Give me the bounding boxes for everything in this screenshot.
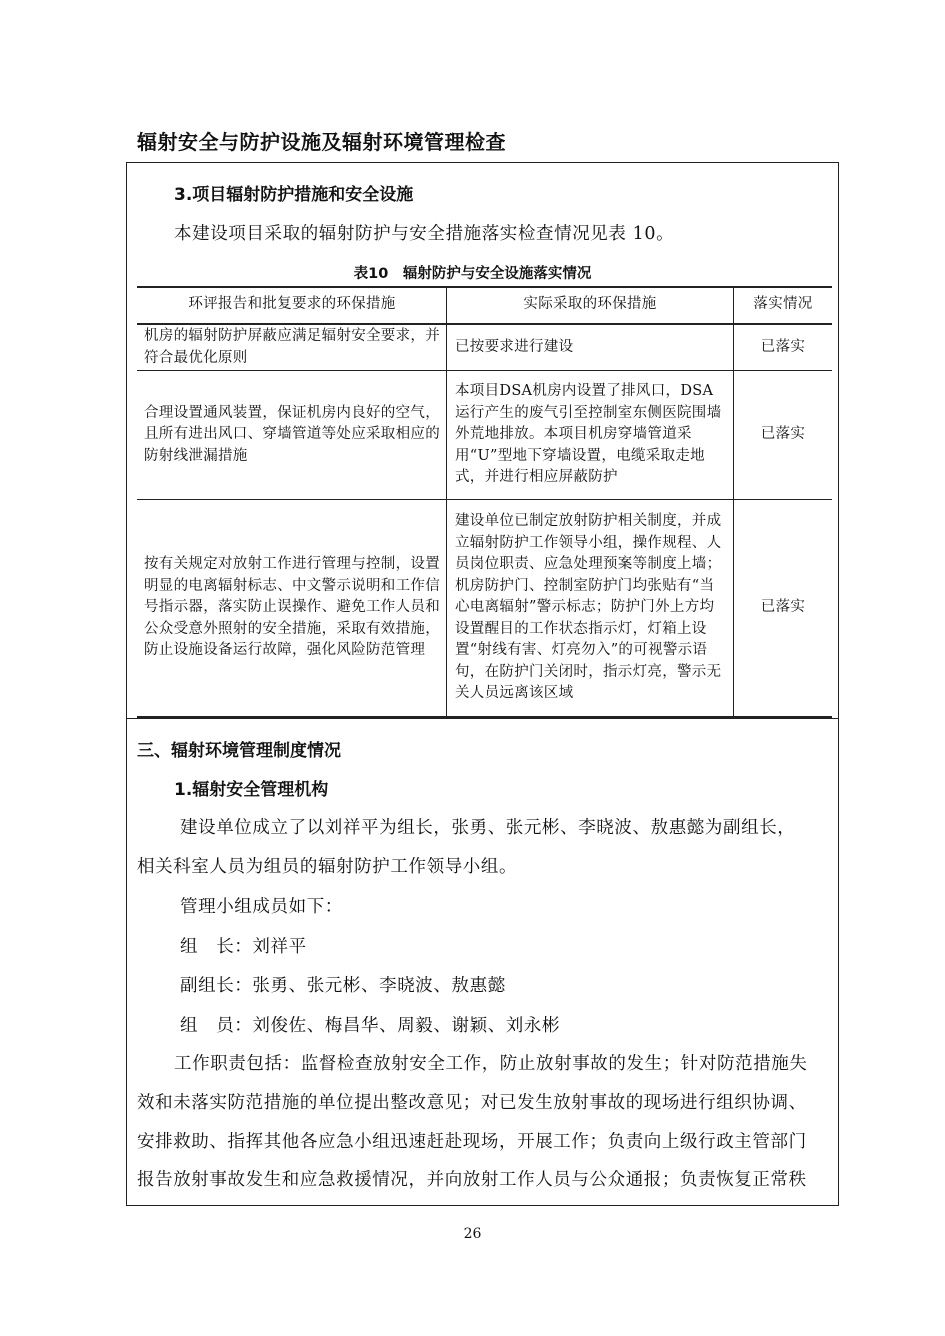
duties-line-1: 工作职责包括：监督检查放射安全工作，防止放射事故的发生；针对防范措施失 (174, 1054, 808, 1074)
table-row-3-actual: 建设单位已制定放射防护相关制度，并成立辐射防护工作领导小组，操作规程、人员岗位职责、应急处理预案等制度上墙；机房防护门、控制室防护门均张贴有“当心电离辐射”警示标志；防护门外上方均设置醒目的工作状态指示灯，灯箱上设置“射线有害、灯亮勿入”的可视警示语句，在防护门关闭时，指示灯亮，警示无关人员远离该区域 (455, 513, 722, 702)
header-status: 落实情况 (753, 296, 813, 313)
section-3-title: 3.项目辐射防护措施和安全设施 (174, 185, 414, 205)
page-heading: 辐射安全与防护设施及辐射环境管理检查 (137, 130, 506, 154)
header-actual: 实际采取的环保措施 (523, 296, 657, 313)
para-1-line-1: 建设单位成立了以刘祥平为组长，张勇、张元彬、李晓波、敖惠懿为副组长， (180, 818, 796, 838)
table-caption: 表10 辐射防护与安全设施落实情况 (353, 266, 592, 282)
duties-line-3: 安排救助、指挥其他各应急小组迅速赶赴现场，开展工作；负责向上级行政主管部门 (137, 1132, 807, 1152)
table-row-1-requirement: 机房的辐射防护屏蔽应满足辐射安全要求，并符合最优化原则 (144, 328, 440, 366)
deputies-line: 副组长：张勇、张元彬、李晓波、敖惠懿 (180, 976, 506, 996)
members-line: 组 员：刘俊佐、梅昌华、周毅、谢颖、刘永彬 (180, 1016, 561, 1036)
table-row-1-actual: 已按要求进行建设 (455, 338, 574, 355)
frame-divider (127, 718, 838, 719)
part-3-title: 三、辐射环境管理制度情况 (137, 741, 341, 761)
leader-line: 组 长：刘祥平 (180, 937, 307, 957)
table-row-1-status: 已落实 (760, 338, 806, 355)
section-3-intro: 本建设项目采取的辐射防护与安全措施落实检查情况见表 10。 (174, 224, 675, 244)
table-row-2-actual: 本项目DSA机房内设置了排风口，DSA运行产生的废气引至控制室东侧医院围墙外荒地排放。本项目机房穿墙管道采用“U”型地下穿墙设置，电缆采取走地式，并进行相应屏蔽防护 (455, 383, 722, 486)
table-row-2-requirement: 合理设置通风装置，保证机房内良好的空气，且所有进出风口、穿墙管道等处应采取相应的防射线泄漏措施 (144, 404, 440, 464)
members-intro: 管理小组成员如下： (180, 897, 343, 917)
table-row-3-requirement: 按有关规定对放射工作进行管理与控制，设置明显的电离辐射标志、中文警示说明和工作信号指示器，落实防止误操作、避免工作人员和公众受意外照射的安全措施，采取有效措施，防止设施设备运行故障，强化风险防范管理 (144, 556, 440, 659)
duties-line-2: 效和未落实防范措施的单位提出整改意见；对已发生放射事故的现场进行组织协调、 (137, 1093, 807, 1113)
para-1-line-2: 相关科室人员为组员的辐射防护工作领导小组。 (137, 857, 518, 877)
duties-line-4: 报告放射事故发生和应急救援情况，并向放射工作人员与公众通报；负责恢复正常秩 (137, 1170, 807, 1190)
sub-1-title: 1.辐射安全管理机构 (174, 780, 329, 800)
page-number: 26 (463, 1226, 482, 1242)
header-requirement: 环评报告和批复要求的环保措施 (188, 296, 396, 313)
table-row-3-status: 已落实 (760, 599, 806, 616)
table-row-2-status: 已落实 (760, 426, 806, 443)
